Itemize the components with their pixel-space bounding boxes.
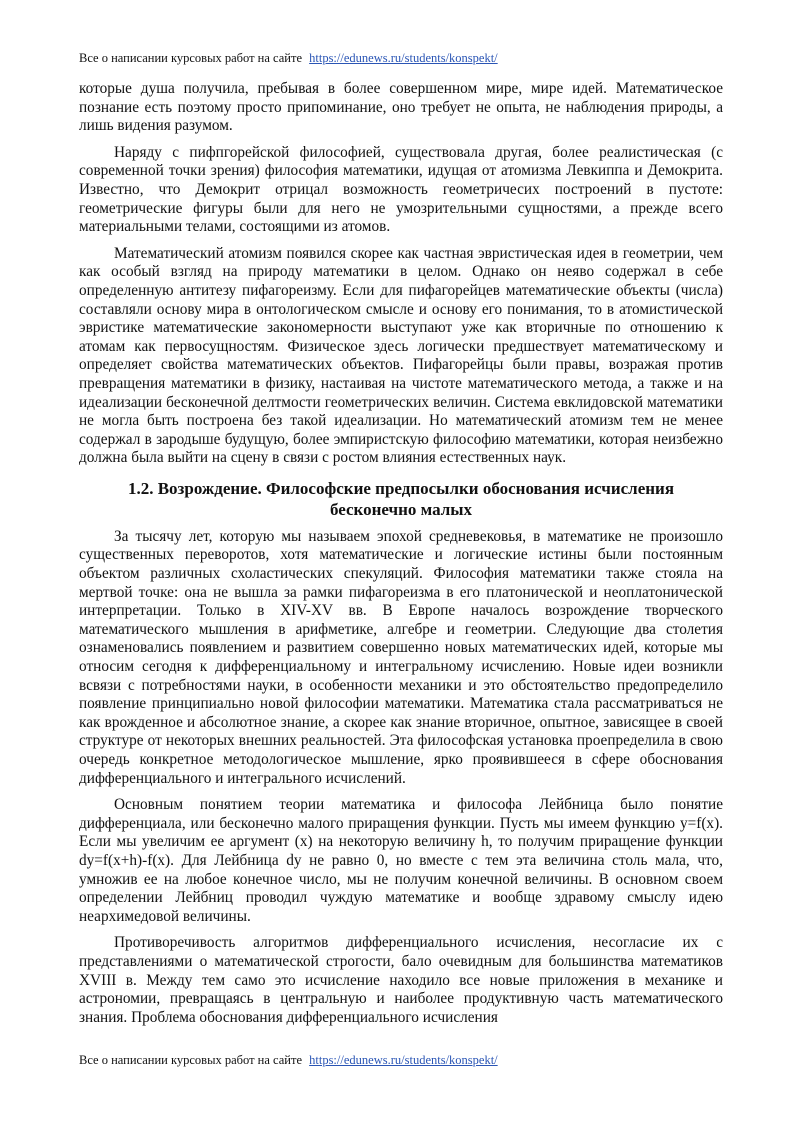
paragraph-atomism: Математический атомизм появился скорее как частная эвристическая идея в геометрии, чем как особый взгляд на природу математики в целом. Однако он неяво содержал в себе определенную антитезу пифагореизму. Если для пифагорейцев математические объекты (числа) составляли основу мира в онтологическом смысле и основу его понимания, то в атомистической эвристике математические закономерности выступают уже как вторичные по отношению к атомам как первосущностям. Физическое здесь логически предшествует математическому и определяет свойства математических объектов. Пифагорейцы были правы, возражая против превращения математики в физику, настаивая на чистоте математического метода, а также и на идеализации бесконечной делтмости геометрических величин. Система евклидовской математики не могла быть построена без такой идеализации. Но математический атомизм тем не менее содержал в зародыше будущую, более эмпиристскую философию математики, которая неизбежно должна была выйти на сцену в связи с ростом влияния естественных наук. <box>79 244 723 467</box>
footer-link[interactable]: https://edunews.ru/students/konspekt/ <box>309 1053 498 1067</box>
footer-text: Все о написании курсовых работ на сайте <box>79 1053 302 1067</box>
paragraph-continued: которые душа получила, пребывая в более совершенном мире, мире идей. Математическое познание есть поэтому просто припоминание, оно требует не опыта, не наблюдения природы, а лишь видения разумом. <box>79 80 723 135</box>
header-text: Все о написании курсовых работ на сайте <box>79 51 302 65</box>
paragraph-philosophy-realism: Наряду с пифпгорейской философией, существовала другая, более реалистическая (с современной точки зрения) философия математики, идущая от атомизма Левкиппа и Демокрита. Известно, что Демокрит отрицал возможность геометричесих построений в пустоте: геометрические фигуры были для него не умозрительными сущностями, а прежде всего материальными телами, состоящими из атомов. <box>79 143 723 236</box>
header-link[interactable]: https://edunews.ru/students/konspekt/ <box>309 51 498 65</box>
paragraph-leibniz: Основным понятием теории математика и философа Лейбница было понятие дифференциала, или бесконечно малого приращения функции. Пусть мы имеем функцию y=f(x). Если мы увеличим ее аргумент (x) на некоторую величину h, то получим приращение функции dy=f(x+h)-f(x). Для Лейбница dy не равно 0, но вместе с тем эта величина столь мала, что, умножив ее на любое конечное число, мы не получим конечной величины. В основном своем определении Лейбниц проводил чуждую математике и вообще здравому смыслу идею неархимедовой величины. <box>79 796 723 925</box>
paragraph-contradictions: Противоречивость алгоритмов дифференциального исчисления, несогласие их с представлениями о математической строгости, бало очевидным для большинства математиков XVIII в. Между тем само это исчисление находило все новые приложения в механике и астрономии, превращаясь в центральную и наиболее продуктивную часть математического знания. Проблема обоснования дифференциального исчисления <box>79 934 723 1026</box>
document-body <box>79 80 723 1035</box>
section-heading: 1.2. Возрождение. Философские предпосылки обоснования исчисления бесконечно малых <box>127 478 675 519</box>
page-footer <box>79 1052 739 1068</box>
page-header <box>79 50 739 66</box>
paragraph-middle-ages: За тысячу лет, которую мы называем эпохой средневековья, в математике не произошло существенных переворотов, хотя математические и логические истины были постоянным объектом различных схоластических спекуляций. Философия математики также стояла на мертвой точке: она не вышла за рамки пифагореизма в его платонической и неоплатонической интерпретации. Только в XIV-XV вв. В Европе началось возрождение творческого математического мышления в арифметике, алгебре и геометрии. Следующие два столетия ознаменовались появлением и развитием совершенно новых математических идей, которые мы относим сегодня к дифференциальному и интегральному исчислению. Новые идеи возникли всвязи с потребностями науки, в особенности механики и это обстоятельство предопределило появление принципиально новой философии математики. Математика стала рассматриваться не как врожденное и абсолютное знание, а скорее как знание вторичное, опытное, зависящее в своей структуре от некоторых внешних реальностей. Эта философская установка проепределила в свою очередь конкретное методологическое мышление, ярко проявившееся в сфере обоснования дифференциального и интегрального исчислений. <box>79 527 723 787</box>
